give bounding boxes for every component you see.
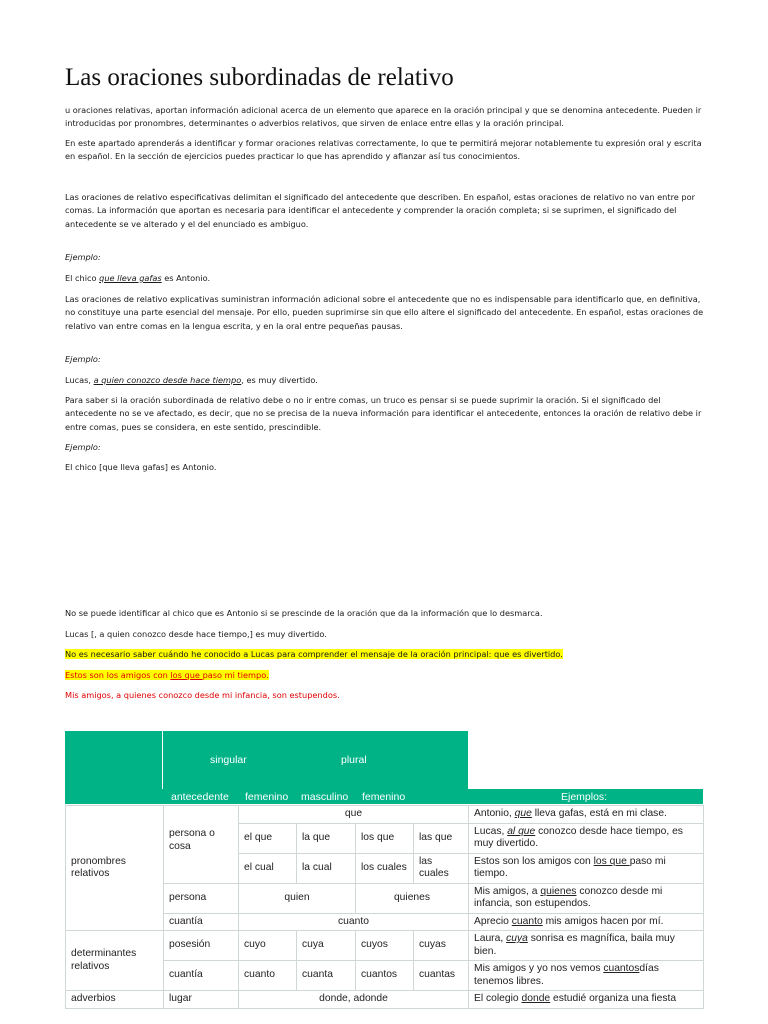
page-title: Las oraciones subordinadas de relativo bbox=[65, 64, 454, 91]
example-nos-vemos: Mis amigos y yo nos vemos cuantosdías tenemos libres. bbox=[469, 961, 704, 991]
table-row: cuantía cuanto Aprecio cuanto mis amigos hacen por mí. bbox=[66, 913, 704, 931]
table-row: cuantía cuanto cuanta cuantos cuantas Mis amigos y yo nos vemos cuantosdías tenemos libres. bbox=[66, 961, 704, 991]
antecedent-persona-cosa: persona o cosa bbox=[164, 823, 239, 883]
example-colegio: El colegio donde estudié organiza una fiesta bbox=[469, 991, 704, 1009]
example-label: Ejemplo: bbox=[65, 442, 101, 452]
example-lucas: Lucas, al que conozco desde hace tiempo, es muy divertido. bbox=[469, 823, 704, 853]
red-sentence: Mis amigos, a quienes conozco desde mi infancia, son estupendos. bbox=[65, 690, 340, 700]
table-row: persona o cosa el que la que los que las que Lucas, al que conozco desde hace tiempo, es muy divertido. bbox=[66, 823, 704, 853]
table-row: determinantes relativos posesión cuyo cuya cuyos cuyas Laura, cuya sonrisa es magnífica, baila muy bien. bbox=[66, 931, 704, 961]
example-aprecio: Aprecio cuanto mis amigos hacen por mí. bbox=[469, 913, 704, 931]
example-sentence-1: El chico que lleva gafas es Antonio. bbox=[65, 273, 211, 283]
highlighted-sentence-1: No es necesario saber cuándo he conocido a Lucas para comprender el mensaje de la oración principal: que es divertido. bbox=[65, 649, 563, 659]
header-ejemplos: Ejemplos: bbox=[561, 791, 608, 803]
intro-paragraph-2: En este apartado aprenderás a identificar y formar oraciones relativas correctamente, lo que te permitirá mejorar notablemente tu expresión oral y escrita en español. En la sección de ejercicios puedes practicar lo que has aprendido y afianzar así tus conocimientos. bbox=[65, 138, 702, 162]
example-label: Ejemplo: bbox=[65, 252, 101, 262]
table-row: persona quien quienes Mis amigos, a quienes conozco desde mi infancia, son estupendos. bbox=[66, 883, 704, 913]
example-mis-amigos: Mis amigos, a quienes conozco desde mi infancia, son estupendos. bbox=[469, 883, 704, 913]
category-pronombres: pronombres relativos bbox=[66, 806, 164, 931]
example-antonio: Antonio, que lleva gafas, está en mi clase. bbox=[469, 806, 704, 824]
table-row: el cual la cual los cuales las cuales Estos son los amigos con los que paso mi tiempo. bbox=[66, 853, 704, 883]
header-divider bbox=[162, 731, 163, 789]
explicativas-paragraph: Las oraciones de relativo explicativas suministran información adicional sobre el antecedente que no es indispensable para identificarlo que, en definitiva, no constituye una parte esencial del mensaje. Por ello, pueden suprimirse sin que ello altere el significado del antecedente. En español, estas oraciones de relativo van entre comas en la lengua escrita, y en la oral entre pequeñas pausas. bbox=[65, 294, 704, 331]
example-estos: Estos son los amigos con los que paso mi tiempo. bbox=[469, 853, 704, 883]
header-singular: singular bbox=[210, 754, 247, 766]
table-row bbox=[66, 806, 704, 824]
table-row: adverbios lugar donde, adonde El colegio donde estudié organiza una fiesta bbox=[66, 991, 704, 1009]
especificativas-paragraph: Las oraciones de relativo especificativas delimitan el significado del antecedente que describen. En español, estas oraciones de relativo no van entre por comas. La información que aportan es necesaria para identificar el antecedente y comprender la oración completa; si se suprimen, el significado del antecedente se ve alterado y el del enunciado es ambiguo. bbox=[65, 192, 695, 229]
header-femenino: femenino bbox=[245, 791, 289, 803]
example-label: Ejemplo: bbox=[65, 354, 101, 364]
category-adverbios: adverbios bbox=[66, 991, 164, 1009]
relatives-table bbox=[65, 805, 704, 1009]
header-masculino: masculino bbox=[301, 791, 349, 803]
example-sentence-2: Lucas, a quien conozco desde hace tiempo, es muy divertido. bbox=[65, 375, 318, 385]
truco-paragraph: Para saber si la oración subordinada de relativo debe o no ir entre comas, un truco es pensar si se puede suprimir la oración. Si el significado del antecedente no se ve afectado, es decir, que no se precisa de la nueva información para identificar el antecedente, entonces la oración de relativo debe ir entre comas, pues se considera, en este sentido, prescindible. bbox=[65, 395, 702, 432]
header-plural: plural bbox=[341, 754, 367, 766]
intro-paragraph: u oraciones relativas, aportan información adicional acerca de un elemento que aparece en la oración principal y que se denomina antecedente. Pueden ir introducidas por pronombres, determinantes o adverbios relativos, que sirven de enlace entre ellas y la oración principal. bbox=[65, 105, 702, 129]
no-identificar-text: No se puede identificar al chico que es Antonio si se prescinde de la oración que da la información que lo desmarca. bbox=[65, 608, 543, 618]
example-laura: Laura, cuya sonrisa es magnífica, baila muy bien. bbox=[469, 931, 704, 961]
header-femenino-plural: femenino bbox=[362, 791, 406, 803]
lucas-bracket-text: Lucas [, a quien conozco desde hace tiempo,] es muy divertido. bbox=[65, 629, 327, 639]
header-antecedente: antecedente bbox=[171, 791, 229, 803]
example-sentence-3: El chico [que lleva gafas] es Antonio. bbox=[65, 462, 217, 472]
cell-que: que bbox=[239, 806, 469, 824]
highlighted-sentence-2: Estos son los amigos con los que paso mi tiempo. bbox=[65, 670, 269, 680]
category-determinantes: determinantes relativos bbox=[66, 931, 164, 991]
